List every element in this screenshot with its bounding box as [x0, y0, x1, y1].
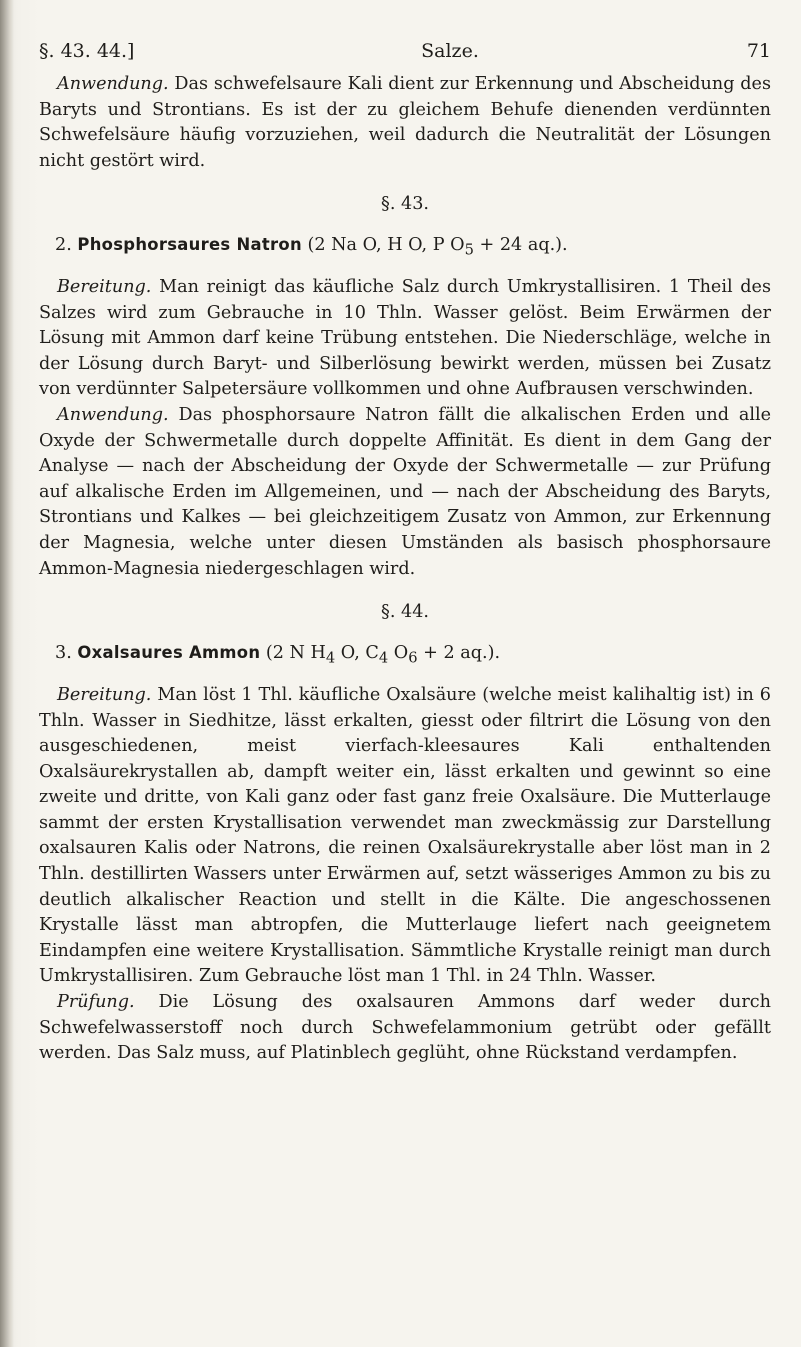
paragraph-text: Das phosphorsaure Natron fällt die alkalischen Erden und alle Oxyde der Schwermetalle durch doppelte Affinität. Es dient in dem Gang der Analyse — nach der Abscheidung der Oxyde der Schwermetalle — zur Prüfung auf alkalische Erden im Allgemeinen, und — nach der Abscheidung des Baryts, Strontians und Kalkes — bei gleichzeitigem Zusatz von Ammon, zur Erkennung der Magnesia, welche unter diesen Umständen als basisch phosphorsaure Ammon-Magnesia niedergeschlagen wird.: [39, 405, 771, 579]
heading-title: Phosphorsaures Natron: [77, 234, 302, 254]
heading-number: 3.: [55, 642, 72, 663]
paragraph-text: Das schwefelsaure Kali dient zur Erkennung und Abscheidung des Baryts und Strontians. Es ist der zu gleichem Behufe dienenden verdünnten Schwefelsäure häufig vorzuziehen, weil dadurch die Neutralität der Lösungen nicht gestört wird.: [39, 74, 771, 171]
paragraph-text: Man reinigt das käufliche Salz durch Umkrystallisiren. 1 Theil des Salzes wird zum Gebrauche in 10 Thln. Wasser gelöst. Beim Erwärmen der Lösung mit Ammon darf keine Trübung entstehen. Die Niederschläge, welche in der Lösung durch Baryt- und Silberlösung bewirkt werden, müssen bei Zusatz von verdünnter Salpetersäure vollkommen und ohne Aufbrausen verschwinden.: [39, 277, 771, 400]
heading-number: 2.: [55, 234, 72, 255]
paragraph-lead: Bereitung.: [57, 684, 152, 705]
paragraph-anwendung-natron: [39, 403, 771, 582]
running-head-sections: §. 43. 44.]: [39, 40, 135, 62]
section-mark-43: §. 43.: [381, 194, 429, 215]
paragraph-bereitung-natron: [39, 275, 771, 403]
section-mark-44: §. 44.: [381, 602, 429, 623]
running-head-title: Salze.: [421, 40, 479, 62]
paragraph-lead: Bereitung.: [57, 277, 152, 298]
running-head: [39, 38, 771, 72]
paragraph-text: Die Lösung des oxalsauren Ammons darf weder durch Schwefelwasserstoff noch durch Schwefelammonium getrübt oder gefällt werden. Das Salz muss, auf Platinblech geglüht, ohne Rückstand verdampfen.: [39, 992, 771, 1064]
paragraph-pruefung-ammon: [39, 990, 771, 1067]
paragraph-lead: Prüfung.: [57, 992, 135, 1013]
page-binding-shadow: [0, 0, 14, 1347]
paragraph-bereitung-ammon: [39, 683, 771, 990]
heading-formula: (2 N $H_4$ O, $C_4$ $O_6 + 2$ aq.).: [265, 642, 501, 667]
page-text-block: [39, 38, 771, 1067]
section-heading-phosphorsaures-natron: [39, 232, 771, 263]
paragraph-anwendung-kali: [39, 72, 771, 174]
heading-title: Oxalsaures Ammon: [77, 642, 261, 662]
paragraph-text: Man löst 1 Thl. käufliche Oxalsäure (welche meist kalihaltig ist) in 6 Thln. Wasser in Siedhitze, lässt erkalten, giesst oder filtrirt die Lösung von den ausgeschiedenen, meist vierfach-kleesaures Kali enthaltenden Oxalsäurekrystallen ab, dampft weiter ein, lässt erkalten und gewinnt so eine zweite und dritte, von Kali ganz oder fast ganz freie Oxalsäure. Die Mutterlauge sammt der ersten Krystallisation verwendet man zweckmässig zur Darstellung oxalsauren Kalis oder Natrons, die reinen Oxalsäurekrystalle aber löst man in 2 Thln. destillirten Wassers unter Erwärmen auf, setzt wässeriges Ammon zu bis zu deutlich alkalischer Reaction und stellt in die Kälte. Die angeschossenen Krystalle lässt man abtropfen, die Mutterlauge liefert nach geeignetem Eindampfen eine weitere Krystallisation. Sämmtliche Krystalle reinigt man durch Umkrystallisiren. Zum Gebrauche löst man 1 Thl. in 24 Thln. Wasser.: [39, 684, 771, 987]
section-heading-oxalsaures-ammon: [39, 640, 771, 671]
paragraph-lead: Anwendung.: [57, 74, 169, 94]
page-number: 71: [746, 40, 771, 62]
paragraph-lead: Anwendung.: [57, 405, 169, 426]
heading-formula: (2 Na O, H O, P $O_5 + 24$ aq.).: [307, 234, 568, 259]
